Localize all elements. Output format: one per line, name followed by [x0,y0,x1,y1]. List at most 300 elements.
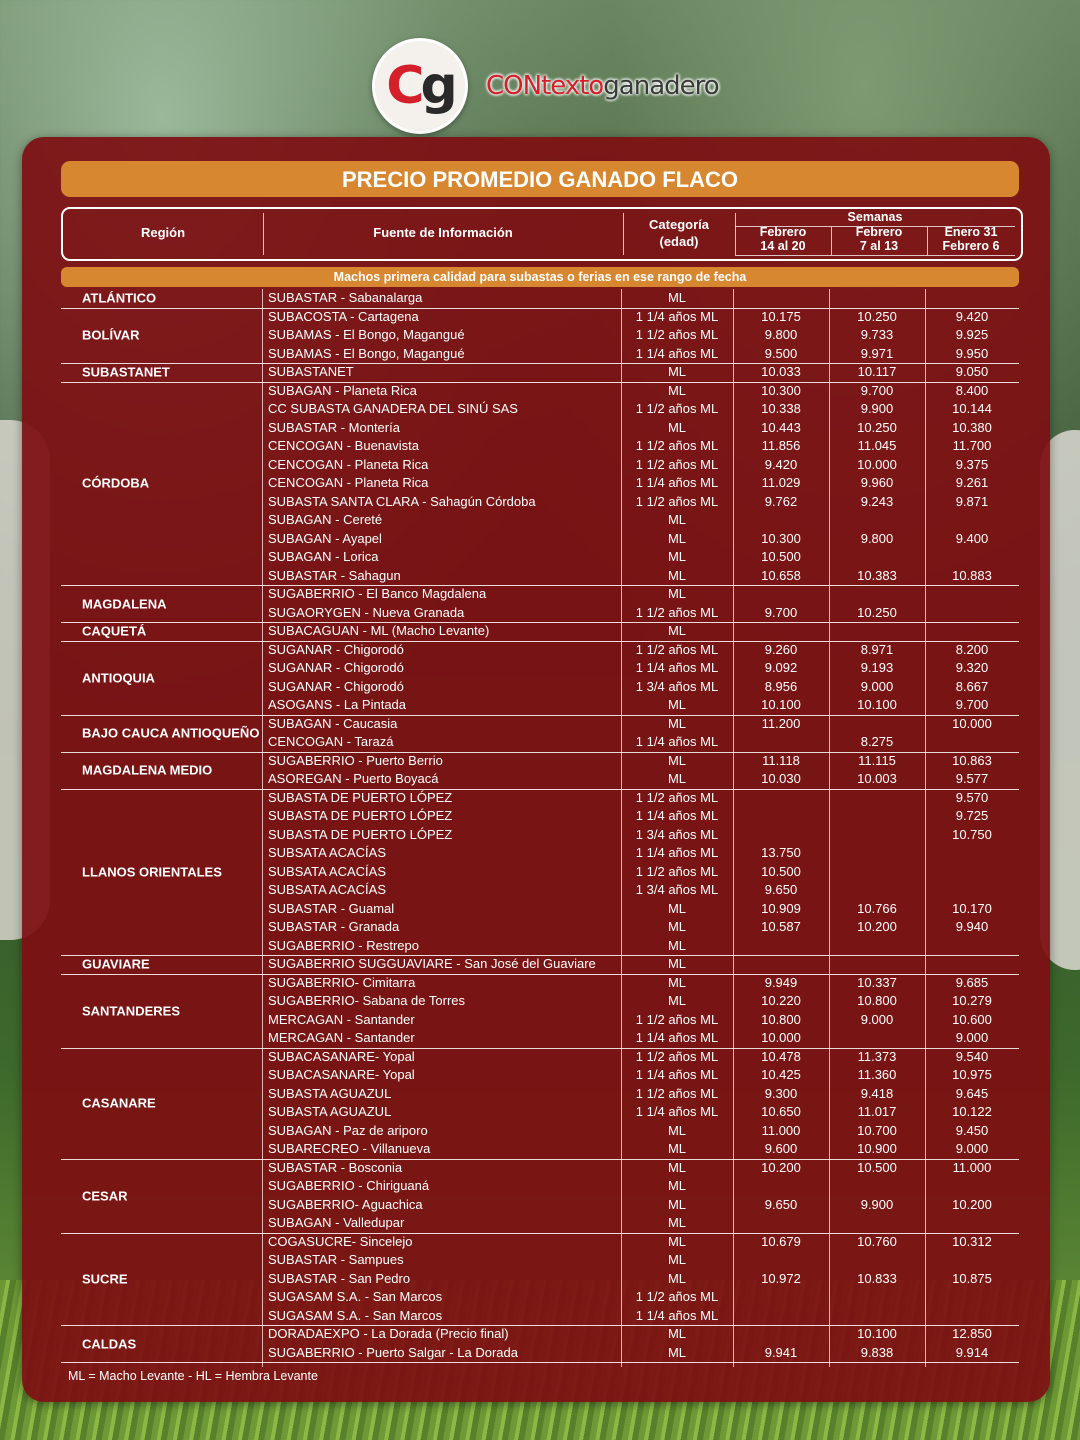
cell-week-1: 10.658 [761,567,801,583]
cell-week-1: 9.650 [764,882,798,897]
cell-categoria: 1 1/2 años ML [635,863,719,879]
table-row [61,955,1019,974]
cell-categoria: ML [667,715,687,731]
table-row [61,1048,1019,1067]
cell-week-2: 10.100 [857,697,897,712]
cell-categoria: 1 1/4 años ML [635,1307,719,1323]
cell-fuente: SUBASTA DE PUERTO LÓPEZ [268,808,453,823]
region-group [61,955,1019,975]
cell-week-2: 11.045 [857,438,897,453]
table-row [61,1103,1019,1122]
table-row [61,641,1019,660]
cell-week-1: 9.949 [764,974,798,990]
cell-week-2: 11.115 [858,752,896,768]
region-name: CESAR [82,1188,128,1203]
cell-fuente: SUBACAGUAN - ML (Macho Levante) [268,623,490,638]
cell-categoria: ML [667,419,687,435]
cell-week-2: 10.700 [857,1122,897,1138]
cell-categoria: ML [667,530,687,546]
table-row [61,863,1019,882]
region-group [61,1233,1019,1327]
cell-fuente: MERCAGAN - Santander [268,1030,415,1045]
table-row [61,437,1019,456]
table-header [61,207,1023,261]
region-name: BOLÍVAR [82,327,140,343]
region-name: ATLÁNTICO [82,290,157,306]
cell-fuente: SUBASTA DE PUERTO LÓPEZ [268,826,453,842]
cell-fuente: SUBAMAS - El Bongo, Magangué [268,345,465,361]
cell-week-3: 10.600 [952,1011,992,1027]
cell-week-3: 9.645 [955,1085,989,1101]
cell-categoria: 1 1/4 años ML [635,1067,719,1082]
cell-categoria: ML [667,290,687,305]
cell-week-3: 9.871 [955,493,989,509]
header-week-1: Febrero 14 al 20 [759,225,807,253]
cell-categoria: ML [667,956,687,971]
cell-week-1: 10.030 [761,771,801,786]
region-group [61,308,1019,365]
cell-week-2: 9.900 [860,1196,894,1212]
region-group [61,789,1019,957]
cell-categoria: 1 1/2 años ML [635,1085,719,1101]
cell-week-2: 9.900 [860,401,894,416]
footnote: ML = Macho Levante - HL = Hembra Levante [68,1369,318,1383]
cell-week-3: 9.450 [955,1122,989,1138]
cell-fuente: CC SUBASTA GANADERA DEL SINÚ SAS [268,401,518,416]
cell-week-1: 9.650 [764,1196,798,1212]
cell-categoria: ML [667,549,687,564]
cell-categoria: 1 3/4 años ML [635,678,719,694]
cell-categoria: ML [667,586,687,601]
price-table-body [61,289,1019,1367]
cell-categoria: 1 1/2 años ML [635,1011,719,1027]
cell-categoria: ML [667,937,687,953]
cell-fuente: SUBSATA ACACÍAS [268,863,387,879]
table-row [61,345,1019,364]
cell-week-2: 10.900 [857,1141,897,1156]
cell-fuente: SUGABERRIO - Chiriguaná [268,1178,430,1193]
cell-week-2: 11.017 [857,1104,897,1119]
cell-categoria: ML [667,900,687,916]
cell-week-3: 12.850 [952,1326,992,1341]
cell-week-3: 9.577 [955,771,989,786]
cell-week-2: 10.833 [857,1270,897,1286]
cell-week-1: 9.300 [764,1085,798,1101]
region-group [61,1159,1019,1234]
header-categoria: Categoría (edad) [649,217,709,249]
cell-week-2: 10.760 [857,1233,897,1249]
cell-week-3: 9.000 [955,1141,989,1156]
cell-week-3: 8.200 [955,641,989,657]
cell-categoria: ML [667,512,687,527]
cell-categoria: 1 1/2 años ML [635,401,719,416]
region-name: ANTIOQUIA [82,670,155,685]
cell-week-1: 10.587 [761,919,801,934]
cell-fuente: SUBAGAN - Lorica [268,549,379,564]
cell-week-2: 9.960 [860,475,894,490]
header-semanas: Semanas [847,210,903,224]
cell-fuente: SUBAGAN - Cereté [268,512,383,527]
cell-week-1: 11.118 [762,752,800,768]
cell-fuente: SUBAGAN - Caucasia [268,715,398,731]
table-row [61,918,1019,937]
table-row [61,678,1019,697]
cell-categoria: ML [667,1270,687,1286]
cell-categoria: 1 1/2 años ML [635,438,719,453]
cell-fuente: SUBASTA AGUAZUL [268,1104,392,1119]
table-row [61,992,1019,1011]
table-row [61,1344,1019,1363]
cell-categoria: ML [667,1252,687,1267]
cell-fuente: SUBASTAR - Granada [268,919,400,934]
table-row [61,326,1019,345]
cell-fuente: SUGABERRIO- Cimitarra [268,974,416,990]
table-row [61,1140,1019,1159]
table-row [61,474,1019,493]
header-week-3: Enero 31 Febrero 6 [942,225,1000,253]
region-name: GUAVIARE [82,956,150,972]
cell-categoria: ML [667,364,687,379]
cell-categoria: ML [667,623,687,638]
table-row [61,604,1019,623]
cell-categoria: ML [667,1215,687,1230]
cell-week-3: 9.725 [955,808,989,823]
cell-fuente: SUBASTA AGUAZUL [268,1085,392,1101]
cell-week-3: 9.000 [955,1030,989,1045]
cell-categoria: ML [667,1141,687,1156]
cell-categoria: ML [667,697,687,712]
cell-week-2: 9.733 [860,327,894,342]
cell-week-2: 10.200 [857,919,897,934]
cell-week-2: 11.360 [857,1067,897,1082]
table-row [61,1196,1019,1215]
cell-week-2: 9.193 [860,660,894,675]
cell-week-2: 9.700 [860,382,894,398]
cell-week-3: 10.975 [952,1067,992,1082]
cell-week-3: 9.925 [955,327,989,342]
cell-fuente: SUGABERRIO- Aguachica [268,1196,423,1212]
cell-week-2: 10.500 [857,1159,897,1175]
cell-fuente: SUBARECREO - Villanueva [268,1141,431,1156]
cell-week-3: 9.950 [955,345,989,361]
cell-week-1: 10.679 [761,1233,801,1249]
cell-fuente: ASOREGAN - Puerto Boyacá [268,771,439,786]
cell-fuente: ASOGANS - La Pintada [268,697,407,712]
cell-categoria: ML [667,919,687,934]
table-row [61,308,1019,327]
table-row [61,752,1019,771]
table-row [61,733,1019,752]
region-group [61,1325,1019,1363]
cell-week-1: 11.000 [761,1122,801,1138]
cell-categoria: 1 1/4 años ML [635,308,719,324]
cell-week-3: 9.940 [955,919,989,934]
cell-week-1: 11.856 [761,438,801,453]
cell-fuente: SUGABERRIO SUGGUAVIARE - San José del Guaviare [268,956,596,971]
cell-fuente: SUBAGAN - Planeta Rica [268,382,417,398]
region-group [61,641,1019,716]
region-name: CAQUETÁ [82,623,147,639]
cell-categoria: 1 1/2 años ML [635,327,719,342]
cell-week-1: 10.220 [761,993,801,1008]
cell-week-1: 10.300 [761,382,801,398]
cell-week-3: 8.667 [955,678,989,694]
table-row [61,400,1019,419]
cell-week-2: 9.800 [860,530,894,546]
cell-week-1: 9.941 [764,1344,798,1360]
cell-fuente: CENCOGAN - Tarazá [268,734,394,749]
cell-week-1: 9.420 [764,456,798,472]
price-table-panel [22,137,1050,1402]
region-group [61,585,1019,623]
cell-week-2: 9.418 [860,1085,894,1101]
cell-week-1: 10.033 [761,364,801,379]
cell-categoria: ML [667,752,687,768]
table-row [61,567,1019,586]
header-week-2: Febrero 7 al 13 [855,225,903,253]
cell-week-1: 10.972 [761,1270,801,1286]
cell-week-1: 10.443 [761,419,801,435]
cell-week-3: 10.883 [952,567,992,583]
table-row [61,937,1019,956]
cell-fuente: SUBSATA ACACÍAS [268,882,387,897]
cell-fuente: SUGANAR - Chigorodó [268,660,404,675]
table-row [61,1029,1019,1048]
table-row [61,696,1019,715]
cell-fuente: SUBAMAS - El Bongo, Magangué [268,327,465,342]
region-group [61,715,1019,753]
cell-fuente: SUBASTAR - Sampues [268,1252,404,1267]
cell-week-1: 10.300 [761,530,801,546]
table-row [61,1159,1019,1178]
cell-categoria: ML [667,1122,687,1138]
table-row [61,807,1019,826]
table-row [61,456,1019,475]
cell-week-2: 9.000 [860,1011,894,1027]
cell-week-3: 10.750 [952,826,992,842]
cell-week-1: 9.700 [764,604,798,620]
table-row [61,1066,1019,1085]
cell-week-3: 9.914 [955,1344,989,1360]
cell-categoria: ML [667,1196,687,1212]
cell-week-3: 11.700 [952,438,992,453]
table-title: PRECIO PROMEDIO GANADO FLACO [61,161,1019,197]
cell-categoria: 1 1/4 años ML [635,1104,719,1119]
cell-fuente: SUGASAM S.A. - San Marcos [268,1307,443,1323]
brand-name: CONtextoganadero [486,71,719,101]
cell-week-2: 9.971 [860,345,894,361]
cell-categoria: 1 1/2 años ML [635,641,719,657]
cell-week-2: 11.373 [857,1048,897,1064]
cell-week-2: 10.003 [857,771,897,786]
table-row [61,974,1019,993]
table-row [61,289,1019,308]
table-row [61,1270,1019,1289]
region-group [61,974,1019,1049]
cell-categoria: 1 1/4 años ML [635,845,719,860]
table-row [61,826,1019,845]
region-name: SUBASTANET [82,364,170,380]
table-row [61,1288,1019,1307]
header-fuente: Fuente de Información [373,225,513,240]
cell-fuente: SUBASTAR - Sahagun [268,567,401,583]
cell-fuente: SUBASTANET [268,364,354,379]
cell-week-3: 9.400 [955,530,989,546]
cell-week-1: 10.800 [761,1011,801,1027]
cell-fuente: SUBAGAN - Paz de ariporo [268,1122,428,1138]
cell-categoria: 1 1/2 años ML [635,1048,719,1064]
cell-categoria: 1 1/4 años ML [635,1030,719,1045]
cell-week-2: 10.250 [857,419,897,435]
region-name: BAJO CAUCA ANTIOQUEÑO [82,725,260,741]
table-row [61,511,1019,530]
cell-categoria: 1 1/2 años ML [635,1289,719,1304]
cell-fuente: MERCAGAN - Santander [268,1011,415,1027]
cell-week-2: 10.250 [857,604,897,620]
section-label: Machos primera calidad para subastas o ferias en ese rango de fecha [61,267,1019,287]
cell-week-1: 10.338 [761,401,801,416]
cell-week-3: 10.170 [952,900,992,916]
cell-fuente: SUBASTA SANTA CLARA - Sahagún Córdoba [268,493,536,509]
region-name: CASANARE [82,1095,156,1111]
cell-week-3: 10.863 [952,752,992,768]
cell-week-2: 10.800 [857,993,897,1008]
cell-fuente: SUBAGAN - Valledupar [268,1215,405,1230]
brand-logo [372,38,719,134]
cell-week-1: 8.956 [764,678,798,694]
cell-week-2: 9.243 [860,493,894,509]
cell-week-1: 10.200 [761,1159,801,1175]
cell-fuente: SUGANAR - Chigorodó [268,641,404,657]
cell-categoria: ML [667,1326,687,1341]
cell-week-2: 10.383 [857,567,897,583]
cell-categoria: ML [667,1233,687,1249]
cell-week-1: 11.029 [761,475,801,490]
cell-week-1: 10.909 [761,900,801,916]
table-row [61,530,1019,549]
cell-week-2: 10.100 [857,1326,897,1341]
table-row [61,1122,1019,1141]
cell-week-1: 10.175 [761,308,801,324]
cell-week-1: 10.000 [761,1030,801,1045]
cell-week-3: 10.875 [952,1270,992,1286]
cell-week-1: 10.478 [761,1048,801,1064]
cell-week-3: 9.050 [955,364,989,379]
cell-categoria: 1 1/2 años ML [635,789,719,805]
cell-fuente: SUBACASANARE- Yopal [268,1067,415,1082]
table-row [61,1214,1019,1233]
table-row [61,419,1019,438]
cell-week-3: 10.122 [952,1104,992,1119]
region-name: SUCRE [82,1271,128,1287]
cell-categoria: ML [667,974,687,990]
cell-week-1: 13.750 [761,845,801,860]
cell-fuente: CENCOGAN - Buenavista [268,438,419,453]
table-row [61,493,1019,512]
cell-fuente: SUGABERRIO - Puerto Berrio [268,752,443,768]
cell-fuente: SUGANAR - Chigorodó [268,678,404,694]
table-row [61,1011,1019,1030]
cell-week-3: 9.540 [955,1048,989,1064]
cell-week-1: 9.260 [764,641,798,657]
cell-week-2: 10.117 [857,364,897,379]
cell-week-1: 9.500 [764,345,798,361]
cell-fuente: SUBASTA DE PUERTO LÓPEZ [268,789,453,805]
cell-categoria: 1 1/2 años ML [635,456,719,472]
cell-week-3: 9.700 [955,697,989,712]
cell-week-3: 10.312 [952,1233,992,1249]
table-row [61,1085,1019,1104]
cell-week-3: 10.144 [952,401,992,416]
cell-week-3: 9.570 [955,789,989,805]
cell-week-1: 10.100 [761,697,801,712]
cell-fuente: SUBASTAR - Bosconia [268,1159,403,1175]
cell-week-1: 9.600 [764,1141,798,1156]
cell-fuente: SUBASTAR - Montería [268,419,400,435]
cell-fuente: SUBAGAN - Ayapel [268,530,382,546]
cell-fuente: SUGABERRIO - Puerto Salgar - La Dorada [268,1344,518,1360]
cell-week-2: 10.250 [857,308,897,324]
table-row [61,881,1019,900]
table-row [61,844,1019,863]
cell-week-1: 9.762 [764,493,798,509]
table-row [61,622,1019,641]
table-row [61,585,1019,604]
table-row [61,1325,1019,1344]
cell-fuente: COGASUCRE- Sincelejo [268,1233,413,1249]
cell-week-2: 8.971 [860,641,894,657]
region-name: LLANOS ORIENTALES [82,864,222,880]
cell-categoria: ML [667,771,687,786]
cell-week-3: 10.279 [952,993,992,1008]
cell-week-3: 9.685 [955,974,989,990]
cell-categoria: 1 1/2 años ML [635,493,719,509]
region-name: CÓRDOBA [82,475,150,491]
cell-week-3: 10.200 [952,1196,992,1212]
table-row [61,659,1019,678]
cell-week-2: 9.838 [860,1344,894,1360]
table-row [61,1251,1019,1270]
cell-fuente: SUBACOSTA - Cartagena [268,308,419,324]
cell-fuente: SUBASTAR - San Pedro [268,1270,411,1286]
table-row [61,715,1019,734]
region-name: SANTANDERES [82,1003,180,1018]
cell-categoria: ML [667,1159,687,1175]
cell-categoria: ML [667,1178,687,1193]
cell-week-3: 9.420 [955,308,989,324]
cell-categoria: ML [667,382,687,398]
cell-week-3: 9.375 [955,456,989,472]
logo-monogram: Cg [386,56,454,116]
cell-categoria: 1 1/4 años ML [635,475,719,490]
cell-categoria: 1 1/4 años ML [635,345,719,361]
cell-fuente: SUGABERRIO - Restrepo [268,937,419,953]
cell-week-1: 9.800 [764,327,798,342]
cell-categoria: 1 3/4 años ML [635,826,719,842]
table-row [61,1177,1019,1196]
cell-categoria: ML [667,1344,687,1360]
region-group [61,1048,1019,1160]
region-group [61,363,1019,383]
table-row [61,789,1019,808]
cell-week-2: 10.000 [857,456,897,472]
region-group [61,289,1019,309]
region-group [61,622,1019,642]
cell-week-3: 8.400 [955,382,989,398]
table-row [61,1307,1019,1326]
cell-week-3: 9.320 [955,660,989,675]
region-name: MAGDALENA [82,596,167,611]
